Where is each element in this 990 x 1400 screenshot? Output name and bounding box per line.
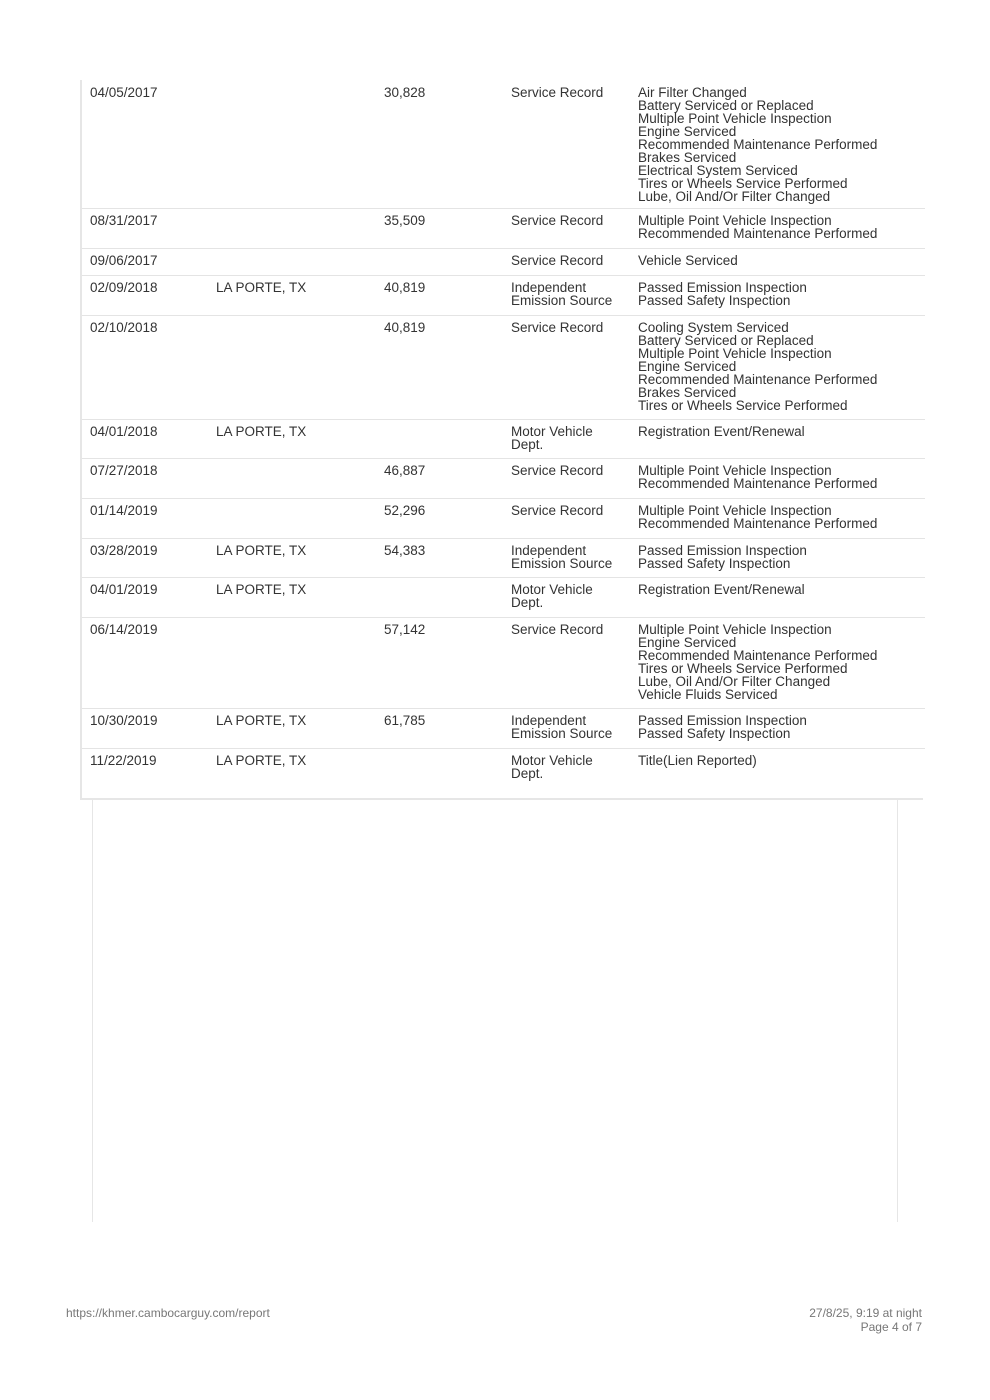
record-details: [638, 623, 923, 701]
history-record-row: [82, 419, 925, 459]
history-record-row: [82, 458, 925, 499]
record-source: Independent Emission Source: [511, 713, 613, 741]
record-detail-item: Recommended Maintenance Performed: [638, 476, 878, 491]
record-source: Service Record: [511, 622, 604, 637]
footer-datetime: 27/8/25, 9:19 at night: [809, 1306, 922, 1320]
record-source: Motor Vehicle Dept.: [511, 753, 593, 781]
record-odometer: 52,296: [384, 503, 426, 518]
history-record-row: [82, 315, 925, 420]
record-location: LA PORTE, TX: [216, 280, 307, 295]
record-source: Service Record: [511, 213, 604, 228]
record-source: Service Record: [511, 85, 604, 100]
record-detail-item: Multiple Point Vehicle Inspection: [638, 346, 832, 361]
record-date: 08/31/2017: [90, 213, 158, 228]
record-detail-item: Tires or Wheels Service Performed: [638, 661, 848, 676]
record-detail-item: Passed Safety Inspection: [638, 726, 791, 741]
record-detail-item: Brakes Serviced: [638, 385, 737, 400]
record-detail-item: Passed Safety Inspection: [638, 556, 791, 571]
record-details: [638, 425, 923, 438]
record-date: 03/28/2019: [90, 543, 158, 558]
record-location: LA PORTE, TX: [216, 424, 307, 439]
record-details: [638, 583, 923, 596]
record-details: [638, 214, 923, 240]
record-detail-item: Recommended Maintenance Performed: [638, 516, 878, 531]
record-detail-item: Lube, Oil And/Or Filter Changed: [638, 189, 831, 204]
record-detail-item: Passed Emission Inspection: [638, 713, 807, 728]
record-odometer: 40,819: [384, 280, 426, 295]
record-odometer: 46,887: [384, 463, 426, 478]
empty-content-box: [92, 800, 898, 1222]
record-date: 11/22/2019: [90, 753, 157, 768]
record-detail-item: Battery Serviced or Replaced: [638, 98, 814, 113]
record-source: Motor Vehicle Dept.: [511, 582, 593, 610]
history-record-row: [82, 748, 925, 800]
record-details: [638, 86, 923, 203]
history-record-row: [82, 208, 925, 249]
history-record-row: [82, 498, 925, 539]
record-detail-item: Recommended Maintenance Performed: [638, 648, 878, 663]
vehicle-history-table: [80, 80, 923, 800]
record-detail-item: Recommended Maintenance Performed: [638, 137, 878, 152]
footer-url: https://khmer.cambocarguy.com/report: [66, 1306, 270, 1320]
record-location: LA PORTE, TX: [216, 753, 307, 768]
record-details: [638, 254, 923, 267]
record-detail-item: Multiple Point Vehicle Inspection: [638, 463, 832, 478]
record-details: [638, 464, 923, 490]
record-detail-item: Passed Emission Inspection: [638, 543, 807, 558]
record-detail-item: Multiple Point Vehicle Inspection: [638, 111, 832, 126]
history-record-row: [82, 617, 925, 709]
record-detail-item: Vehicle Serviced: [638, 253, 738, 268]
record-details: [638, 714, 923, 740]
history-record-row: [82, 275, 925, 316]
history-record-row: [82, 248, 925, 276]
record-location: LA PORTE, TX: [216, 582, 307, 597]
record-odometer: 57,142: [384, 622, 426, 637]
history-record-row: [82, 538, 925, 578]
record-detail-item: Engine Serviced: [638, 635, 737, 650]
record-date: 02/10/2018: [90, 320, 158, 335]
record-details: [638, 281, 923, 307]
record-date: 04/05/2017: [90, 85, 158, 100]
record-details: [638, 544, 923, 570]
record-detail-item: Cooling System Serviced: [638, 320, 789, 335]
record-odometer: 40,819: [384, 320, 426, 335]
record-detail-item: Multiple Point Vehicle Inspection: [638, 213, 832, 228]
record-source: Independent Emission Source: [511, 280, 613, 308]
record-detail-item: Title(Lien Reported): [638, 753, 757, 768]
record-detail-item: Air Filter Changed: [638, 85, 747, 100]
record-date: 09/06/2017: [90, 253, 158, 268]
record-date: 04/01/2019: [90, 582, 158, 597]
record-location: LA PORTE, TX: [216, 543, 307, 558]
record-detail-item: Brakes Serviced: [638, 150, 737, 165]
record-date: 06/14/2019: [90, 622, 158, 637]
record-location: LA PORTE, TX: [216, 713, 307, 728]
record-date: 10/30/2019: [90, 713, 158, 728]
record-detail-item: Recommended Maintenance Performed: [638, 372, 878, 387]
record-detail-item: Registration Event/Renewal: [638, 582, 805, 597]
record-source: Service Record: [511, 503, 604, 518]
record-source: Motor Vehicle Dept.: [511, 424, 593, 452]
record-detail-item: Engine Serviced: [638, 359, 737, 374]
footer-meta: [809, 1306, 922, 1334]
record-source: Service Record: [511, 320, 604, 335]
footer-page-number: Page 4 of 7: [860, 1320, 922, 1334]
record-detail-item: Recommended Maintenance Performed: [638, 226, 878, 241]
record-odometer: 54,383: [384, 543, 426, 558]
record-details: [638, 504, 923, 530]
history-record-row: [82, 708, 925, 749]
record-source: Service Record: [511, 253, 604, 268]
record-source: Service Record: [511, 463, 604, 478]
record-detail-item: Battery Serviced or Replaced: [638, 333, 814, 348]
record-date: 02/09/2018: [90, 280, 158, 295]
record-odometer: 35,509: [384, 213, 426, 228]
record-odometer: 61,785: [384, 713, 426, 728]
record-detail-item: Electrical System Serviced: [638, 163, 798, 178]
record-odometer: 30,828: [384, 85, 426, 100]
record-detail-item: Tires or Wheels Service Performed: [638, 398, 848, 413]
record-details: [638, 321, 923, 412]
history-record-row: [82, 80, 925, 209]
record-date: 04/01/2018: [90, 424, 158, 439]
history-record-row: [82, 577, 925, 618]
record-date: 07/27/2018: [90, 463, 158, 478]
record-detail-item: Passed Safety Inspection: [638, 293, 791, 308]
record-detail-item: Passed Emission Inspection: [638, 280, 807, 295]
record-details: [638, 754, 923, 767]
record-detail-item: Tires or Wheels Service Performed: [638, 176, 848, 191]
record-detail-item: Multiple Point Vehicle Inspection: [638, 503, 832, 518]
record-detail-item: Multiple Point Vehicle Inspection: [638, 622, 832, 637]
record-detail-item: Engine Serviced: [638, 124, 737, 139]
record-source: Independent Emission Source: [511, 543, 613, 571]
record-detail-item: Vehicle Fluids Serviced: [638, 687, 778, 702]
record-date: 01/14/2019: [90, 503, 158, 518]
record-detail-item: Registration Event/Renewal: [638, 424, 805, 439]
record-detail-item: Lube, Oil And/Or Filter Changed: [638, 674, 831, 689]
